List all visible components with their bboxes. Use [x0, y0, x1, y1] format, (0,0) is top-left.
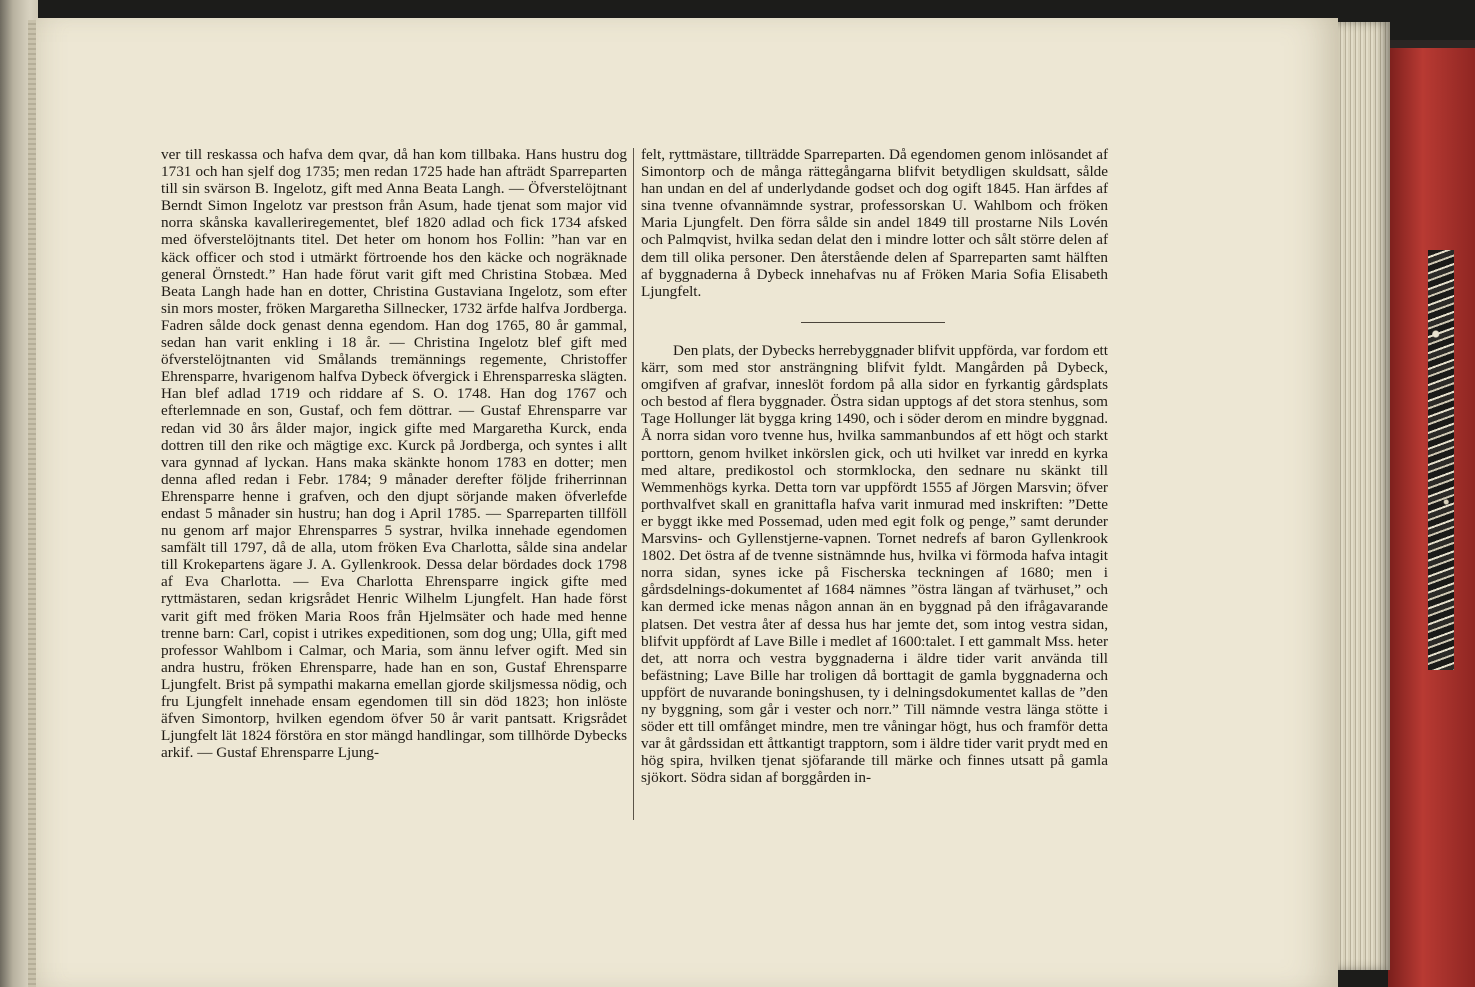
column-divider [633, 148, 634, 820]
section-divider [801, 322, 945, 323]
page-stack-edge [1338, 22, 1390, 970]
marbled-endpaper [1428, 250, 1454, 670]
cover-top-strip [1380, 40, 1475, 48]
right-column-paragraph-top: felt, ryttmästare, tillträdde Sparreparten. Då egendomen genom inlösandet af Simontorp och de många rättegångarna blifvit betydligen skuldsatt, sålde han undan en del af underlydande godset och dog ogift 1845. Han ärfdes af sina tvenne ofvannämnde systrar, professorskan U. Wahlbom och fröken Maria Ljungfelt. Den förra sålde sin andel 1849 till prostarne Nils Lovén och Palmqvist, hvilka sedan delat den i mindre lotter och sålt större delen af dem till olika personer. Den återstående delen af Sparreparten samt hälften af byggnaderna å Dybeck innehafvas nu af Fröken Maria Sofia Elisabeth Ljungfelt. [641, 146, 1108, 300]
right-text-column-top [641, 146, 1108, 300]
right-column-paragraph-bottom: Den plats, der Dybecks herrebyggnader blifvit uppförda, var fordom ett kärr, som med stor ansträngning blifvit fyldt. Mangården på Dybeck, omgifven af grafvar, inneslöt fordom på alla sidor en fyrkantig gårdsplats och bestod af flera byggnader. Östra sidan upptogs af det stora stenhus, som Tage Hollunger lät bygga kring 1490, och i söder derom en mindre byggnad. Å norra sidan voro tvenne hus, hvilka sammanbundos af ett högt och starkt porttorn, genom hvilket inkörslen gick, och uti hvilket var inredd en kyrka med altare, predikostol och stormklocka, den sednare nu skänkt till Wemmenhögs kyrka. Detta torn var uppfördt 1555 af Jörgen Marsvin; öfver porthvalfvet skall en granittafla hafva varit inmurad med inskriften: ”Dette er byggt ikke med Possemad, uden med egit folk og penge,” samt derunder Marsvins- och Gyllenstjerne-vapnen. Tornet nedrefs af baron Gyllenkrook 1802. Det östra af de tvenne sistnämnde hus, hvilka vi förmoda hafva intagit norra sidan, synes icke på Fischerska teckningen af 1680; men i gårdsdelnings-dokumentet af 1684 nämnes ”östra längan af tvärhuset,” och kan dermed icke menas någon annan än en byggnad på den ifrågavarande platsen. Det vestra åter af dessa hus har jemte det, som intog vestra sidan, blifvit uppfördt af Lave Bille i medlet af 1600:talet. I ett gammalt Mss. heter det, att norra och vestra byggnaderna i äldre tider varit använda till befästning; Lave Bille har troligen då borttagit de gamla byggnaderna och uppfört de nuvarande boningshusen, ty i delningsdokumentet kallas de ”den ny byggning, som går i vester och norr.” Till nämnde vestra länga stötte i söder ett till omfånget mindre, men tre våningar högt, hus och framför detta var åt gårdssidan ett åttkantigt trapptorn, som i äldre tider varit prydt med en hög spira, hvilken tjenat sjöfarande till märke och finnes utsatt på gamla sjökort. Södra sidan af borggården in- [641, 342, 1108, 787]
left-column-paragraph: ver till reskassa och hafva dem qvar, då han kom tillbaka. Hans hustru dog 1731 och han sjelf dog 1735; men redan 1725 hade han afträdt Sparreparten till sin svärson B. Ingelotz, gift med Anna Beata Langh. — Öfverstelöjtnant Berndt Simon Ingelotz var prestson från Asum, hade tjenat som major vid norra skånska kavalleriregementet, blef 1820 adlad och fick 1734 afsked med öfverstelöjtnants titel. Det heter om honom hos Follin: ”han var en käck officer och stod i utmärkt förtroende hos den käcke och nogräknade general Örnstedt.” Han hade förut varit gift med Christina Stobæa. Med Beata Langh hade han en dotter, Christina Gustaviana Ingelotz, som efter sin mors moster, fröken Margaretha Sillnecker, 1732 ärfde halfva Jordberga. Fadren sålde dock genast denna egendom. Han dog 1765, 80 år gammal, sedan han varit enkling i 18 år. — Christina Ingelotz blef gift med öfverstelöjtnanten vid Smålands tremännings regemente, Christoffer Ehrensparre, hvarigenom halfva Dybeck öfvergick i Ehrensparreska slägten. Han blef adlad 1719 och riddare af S. O. 1748. Han dog 1767 och efterlemnade en son, Gustaf, och fem döttrar. — Gustaf Ehrensparre var redan vid 30 års ålder major, ingick gifte med Margaretha Kurck, enda dottren till den rike och mägtige exc. Kurck på Jordberga, och syntes i allt vara gynnad af lyckan. Hans maka skänkte honom 1783 en dotter; men denna afled redan i Febr. 1784; 9 månader derefter följde friherrinnan Ehrensparre henne i grafven, och den djupt sörjande maken öfverlefde endast 5 månader sin hustru; han dog i April 1785. — Sparreparten tillföll nu genom arf major Ehrensparres 5 systrar, hvilka innehade egendomen samfält till 1797, då de alla, utom fröken Eva Charlotta, sålde sina andelar till Krokepartens ägare J. A. Gyllenkrook. Dessa delar bördades dock 1798 af Eva Charlotta. — Eva Charlotta Ehrensparre ingick gifte med ryttmästaren, sedan krigsrådet Henric Wilhelm Ljungfelt. Han hade först varit gift med fröken Maria Roos från Hjelmsäter och hade med henne trenne barn: Carl, copist i utrikes expeditionen, som dog ung; Ulla, gift med professor Wahlbom i Calmar, och Maria, som ännu lefver ogift. Med sin andra hustru, fröken Ehrensparre, hade han en son, Gustaf Ehrensparre Ljungfelt. Brist på sympathi makarna emellan gjorde skiljsmessa nödig, och fru Ljungfelt innehade ensam egendomen till sin död 1823; hon inlöste äfven Simontorp, hvilken egendom öfver 50 år varit pantsatt. Krigsrådet Ljungfelt lät 1824 förstöra en stor mängd handlingar, som tillhörde Dybecks arkif. — Gustaf Ehrensparre Ljung- [161, 146, 627, 762]
left-text-column [161, 146, 627, 761]
left-page-edge [28, 20, 36, 987]
right-text-column-bottom [641, 342, 1108, 786]
